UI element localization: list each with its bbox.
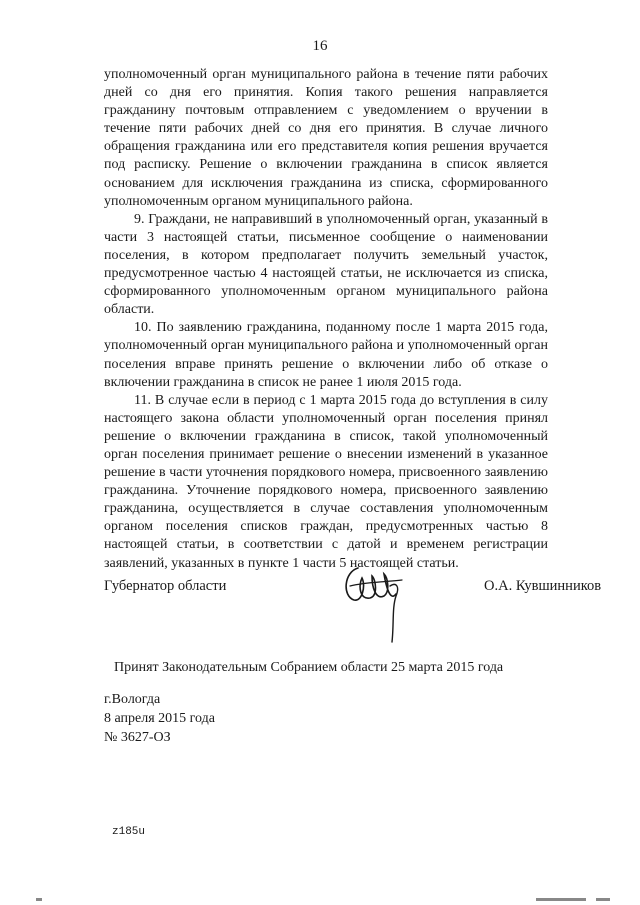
place: г.Вологда — [104, 692, 161, 707]
paragraph-10: 10. По заявлению гражданина, поданному после 1 марта 2015 года, уполномоченный орган муниципального района и уполномоченный орган поселения вправе принять решение о включении либо об отказе о включении гражданина в список не ранее 1 июля 2015 года. — [104, 320, 548, 390]
adoption-note: Принят Законодательным Собранием области 25 марта 2015 года — [114, 660, 504, 675]
law-number: № 3627-ОЗ — [104, 730, 171, 745]
page-number: 16 — [312, 38, 328, 54]
paragraph-continuation: уполномоченный орган муниципального района в течение пяти рабочих дней со дня его принятия. Копия такого решения направляется гражданину почтовым отправлением с уведомлением о вручении в течение пяти рабочих дней со дня его принятия. В случае личного обращения гражданина или его представителя копия решения вручается под расписку. Решение о включении гражданина в список является основанием для исключения гражданина из списка, сформированного уполномоченным органом муниципального района. — [104, 67, 548, 209]
law-body-text — [104, 66, 548, 573]
place-date-block — [104, 690, 215, 747]
scan-artifact — [36, 898, 42, 901]
signing-date: 8 апреля 2015 года — [104, 711, 215, 726]
handwritten-signature — [336, 556, 416, 644]
document-code: z185u — [112, 826, 146, 838]
paragraph-9: 9. Граждани, не направивший в уполномоченный орган, указанный в части 3 настоящей статьи, письменное сообщение о наименовании поселения, в котором предполагает получить земельный участок, предусмотренное частью 4 настоящей статьи, не исключается из списка, сформированного уполномоченным органом муниципального района области. — [104, 211, 548, 318]
scan-artifact — [596, 898, 610, 901]
signature-block — [104, 560, 614, 650]
signer-name: О.А. Кувшинников — [484, 578, 602, 594]
signer-title: Губернатор области — [104, 578, 227, 594]
scan-artifact — [536, 898, 586, 901]
paragraph-11: 11. В случае если в период с 1 марта 2015 года до вступления в силу настоящего закона области уполномоченный орган поселения принял решение о включении гражданина в список, такой уполномоченный орган поселения принимает решение о внесении изменений в указанное решение в части уточнения порядкового номера, присвоенного заявлению гражданина. Уточнение порядкового номера, присвоенного заявлению гражданина, осуществляется в случае составления уполномоченным органом поселения списков граждан, предусмотренных частью 8 настоящей статьи, в соответствии с датой и временем регистрации заявлений, указанных в пункте 1 части 5 настоящей статьи. — [104, 392, 548, 571]
